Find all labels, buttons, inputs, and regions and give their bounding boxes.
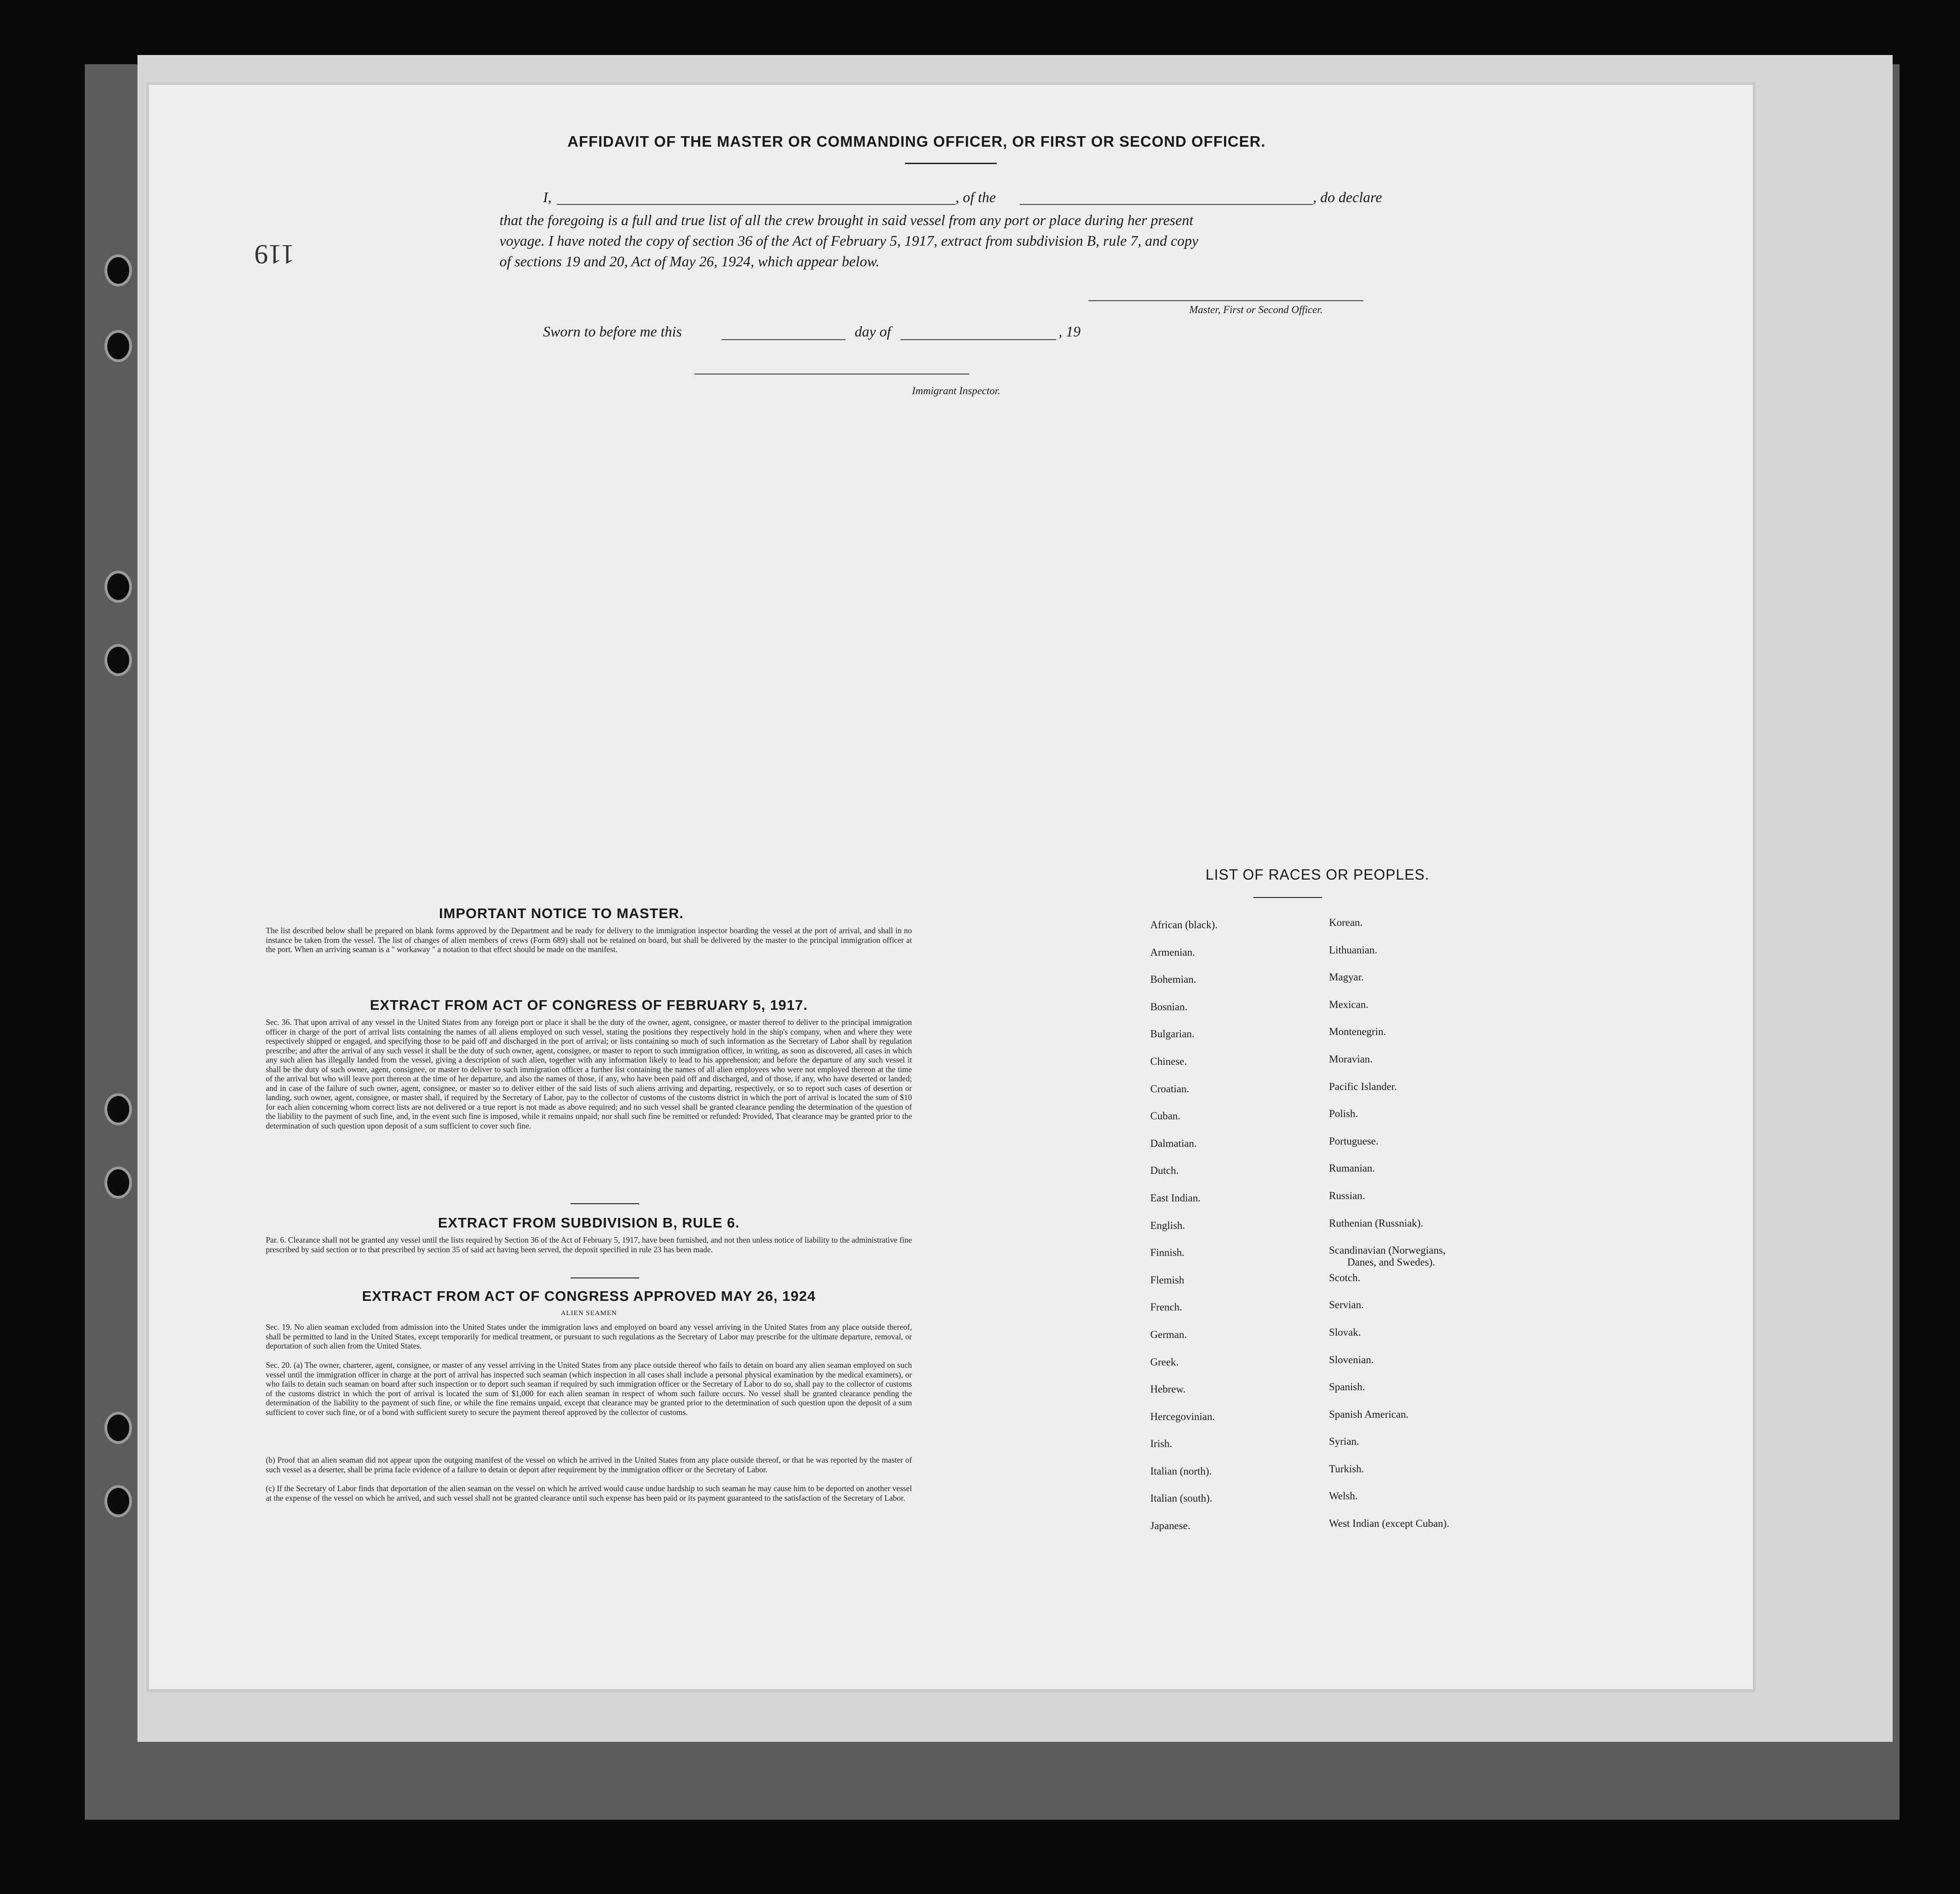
race-item: Scotch. xyxy=(1329,1272,1361,1283)
affidavit-of-label: , of the xyxy=(955,189,996,205)
race-item: Italian (south). xyxy=(1150,1492,1213,1504)
race-item: Moravian. xyxy=(1329,1053,1373,1065)
race-item: English. xyxy=(1150,1219,1186,1231)
race-item: Dutch. xyxy=(1150,1165,1179,1177)
race-item: Armenian. xyxy=(1150,946,1195,958)
races-title: LIST OF RACES OR PEOPLES. xyxy=(1205,866,1430,883)
race-item: Italian (north). xyxy=(1150,1465,1212,1477)
affidavit-line-1 xyxy=(543,186,1441,209)
master-signature-line[interactable] xyxy=(1088,300,1363,301)
extract-1924-sec19: Sec. 19. No alien seaman excluded from admission into the United States under the immigration laws and employed on board any vessel arriving in the United States from any place outside thereof, shall be permitted to land in the United States, except temporarily for medical treatment, or pursuant to such regulations as the Secretary of Labor may prescribe for the ultimate departure, removal, or deportation of such alien from the United States. xyxy=(266,1322,912,1350)
extract-rule6-rule xyxy=(571,1277,639,1278)
race-item: Turkish. xyxy=(1329,1463,1364,1475)
race-item: Lithuanian. xyxy=(1329,944,1378,956)
race-item: Hercegovinian. xyxy=(1150,1410,1215,1422)
binder-hole-left-3 xyxy=(104,571,132,603)
race-item: Chinese. xyxy=(1150,1055,1187,1067)
extract-1924-sec20a: Sec. 20. (a) The owner, charterer, agent, consignee, or master of any vessel arriving in the United States from any place outside thereof who fails to detain on board any alien seaman employed on such vessel until the immigration officer in charge at the port of arrival has inspected such seaman (which inspection in all cases shall include a personal physical examination by the medical examiners), or who fails to detain such seaman on board after such inspection or to deport such seaman if required by such immigration officer or the Secretary of Labor to do so, shall pay to the collector of customs of the customs district in which the port of arrival is located the sum of $1,000 for each alien seaman in respect of whom such failure occurs. No vessel shall be granted clearance pending the determination of the liability to the payment of such fine, or while the fine remains unpaid, except that clearance may be granted prior to the determination of such question upon the deposit of a sum sufficient to cover such fine, or of a bond with sufficient surety to secure the payment thereof approved by the collector of customs. xyxy=(266,1360,912,1417)
race-item: Portuguese. xyxy=(1329,1135,1378,1147)
extract-1917-text: Sec. 36. That upon arrival of any vessel in the United States from any foreign port or place it shall be the duty of the owner, agent, consignee, or master thereof to deliver to the principal immigration officer in charge of the port of arrival lists containing the names of all aliens employed on such vessel, stating the positions they respectively hold in the ship's company, when and where they were respectively shipped or engaged, and specifying those to be paid off and discharged in the port of arrival; or lists containing so much of such information as the Secretary of Labor shall by regulation prescribe; and after the arrival of any such vessel it shall be the duty of such owner, agent, consignee, or master to report to such immigration officer, in writing, as soon as discovered, all cases in which any such alien has illegally landed from the vessel, giving a description of such alien, together with any information likely to lead to his apprehension; and before the departure of any such vessel it shall be the duty of such owner, agent, consignee, or master to deliver to such immigration officer a further list containing the names of all alien employees who were not employed thereon at the time of the arrival but who will leave port thereon at the time of her departure, and also the names of those, if any, who have been paid off and discharged, and of those, if any, who have deserted or landed; and in case of the failure of such owner, agent, consignee, or master so to deliver either of the said lists of such aliens arriving and departing, respectively, or so to report such cases of desertion or landing, such owner, agent, consignee, or master shall, if required by the Secretary of Labor, pay to the collector of customs of the customs district in which the port of arrival is located the sum of $10 for each alien concerning whom correct lists are not delivered or a true report is not made as above required; and no such vessel shall be granted clearance pending the determination of the question of the liability to the payment of such fine, and, in the event such fine is imposed, while it remains unpaid; nor shall such fine be remitted or refunded: Provided, That clearance may be granted prior to the determination of such question upon deposit of a sum sufficient to cover such fine. xyxy=(266,1018,912,1130)
race-item: East Indian. xyxy=(1150,1192,1201,1204)
master-signature-caption: Master, First or Second Officer. xyxy=(1189,304,1323,315)
race-item-continuation: Danes, and Swedes). xyxy=(1347,1256,1435,1268)
race-item: Irish. xyxy=(1150,1438,1172,1450)
race-item: Hebrew. xyxy=(1150,1383,1186,1395)
race-item: African (black). xyxy=(1150,919,1218,930)
race-item: Flemish xyxy=(1150,1274,1185,1286)
race-item: Slovenian. xyxy=(1329,1354,1374,1365)
race-item: Greek. xyxy=(1150,1356,1179,1368)
race-item: Montenegrin. xyxy=(1329,1026,1386,1038)
race-item: Korean. xyxy=(1329,917,1363,928)
race-item: Bulgarian. xyxy=(1150,1028,1195,1040)
race-item: Bosnian. xyxy=(1150,1001,1188,1013)
race-item: Mexican. xyxy=(1329,998,1369,1010)
race-item: Bohemian. xyxy=(1150,974,1197,986)
extract-1924-title: EXTRACT FROM ACT OF CONGRESS APPROVED MAY 26, 1924 xyxy=(362,1288,816,1304)
race-item: German. xyxy=(1150,1328,1187,1340)
binder-hole-left-1 xyxy=(104,254,132,286)
races-left-column xyxy=(1150,919,1218,1547)
race-item-line: Scandinavian (Norwegians, xyxy=(1329,1244,1446,1256)
notice-title: IMPORTANT NOTICE TO MASTER. xyxy=(439,905,684,921)
sworn-year-label: , 19 xyxy=(1059,323,1081,340)
race-item: Ruthenian (Russniak). xyxy=(1329,1217,1423,1229)
extract-1924-subtitle: ALIEN SEAMEN xyxy=(560,1310,617,1317)
margin-number: 119 xyxy=(254,239,295,270)
affidavit-line-2: that the foregoing is a full and true list of all the crew brought in said vessel from any port or place during her present xyxy=(500,212,1193,228)
sworn-month-field[interactable] xyxy=(900,339,1056,340)
race-item: Russian. xyxy=(1329,1189,1365,1201)
races-title-rule xyxy=(1253,897,1322,898)
affidavit-i-label: I, xyxy=(543,189,552,205)
master-name-field[interactable] xyxy=(557,204,955,205)
extract-rule6-title: EXTRACT FROM SUBDIVISION B, RULE 6. xyxy=(438,1215,740,1231)
affidavit-declare-label: , do declare xyxy=(1313,189,1382,205)
race-item: Spanish American. xyxy=(1329,1408,1409,1420)
race-item: Finnish. xyxy=(1150,1247,1185,1259)
notice-text: The list described below shall be prepared on blank forms approved by the Department and be ready for delivery to the immigration inspector boarding the vessel at the port of arrival, and shall in no instance be taken from the vessel. The list of changes of alien members of crews (Form 689) shall not be retained on board, but shall be delivered by the master to the principal immigration officer at the port. When an arriving seaman is a " workaway " a notation to that effect should be made on the manifest. xyxy=(266,926,912,954)
affidavit-line-3: voyage. I have noted the copy of section 36 of the Act of February 5, 1917, extract from subdivision B, rule 7, and copy xyxy=(500,232,1198,249)
binder-hole-left-5 xyxy=(104,1093,132,1125)
binder-hole-left-2 xyxy=(104,330,132,362)
extract-1924-sec20c: (c) If the Secretary of Labor finds that deportation of the alien seaman on the vessel on which he arrived would cause undue hardship to such seaman he may cause him to be deported on another vessel at the expense of the vessel on which he arrived, and such vessel shall not be granted clearance until such expense has been paid or its payment guaranteed to the satisfaction of the Secretary of Labor. xyxy=(266,1484,912,1503)
binder-hole-left-7 xyxy=(104,1412,132,1444)
races-right-column xyxy=(1329,917,1449,1545)
affidavit-line-4: of sections 19 and 20, Act of May 26, 1924, which appear below. xyxy=(500,253,879,270)
sworn-day-label: day of xyxy=(855,323,891,340)
race-item: Syrian. xyxy=(1329,1436,1359,1448)
race-item: Cuban. xyxy=(1150,1110,1180,1122)
race-item: Polish. xyxy=(1329,1108,1358,1120)
binder-hole-left-6 xyxy=(104,1167,132,1199)
race-item: Slovak. xyxy=(1329,1326,1361,1338)
race-item: Dalmatian. xyxy=(1150,1137,1197,1149)
binder-hole-left-8 xyxy=(104,1485,132,1517)
race-item: Servian. xyxy=(1329,1299,1364,1311)
affidavit-title: AFFIDAVIT OF THE MASTER OR COMMANDING OFFICER, OR FIRST OR SECOND OFFICER. xyxy=(567,133,1266,150)
inspector-caption: Immigrant Inspector. xyxy=(912,385,1000,396)
binder-hole-left-4 xyxy=(104,644,132,676)
extract-1917-title: EXTRACT FROM ACT OF CONGRESS OF FEBRUARY 5, 1917. xyxy=(370,997,808,1013)
race-item: Magyar. xyxy=(1329,971,1364,983)
race-item: Spanish. xyxy=(1329,1381,1365,1393)
sworn-day-field[interactable] xyxy=(722,339,845,340)
race-item: Rumanian. xyxy=(1329,1162,1375,1174)
vessel-name-field[interactable] xyxy=(1020,204,1313,205)
affidavit-sheet xyxy=(149,85,1753,1689)
race-item: Welsh. xyxy=(1329,1490,1358,1502)
race-item: French. xyxy=(1150,1301,1182,1313)
race-item: Japanese. xyxy=(1150,1520,1191,1532)
affidavit-title-rule xyxy=(905,163,997,164)
race-item: Pacific Islander. xyxy=(1329,1080,1397,1092)
race-item: Croatian. xyxy=(1150,1083,1189,1095)
race-item xyxy=(1329,1244,1449,1272)
extract-1924-sec20b: (b) Proof that an alien seaman did not appear upon the outgoing manifest of the vessel on which he arrived in the United States from any place outside thereof, or that he was reported by the master of such vessel as a deserter, shall be prima facie evidence of a failure to detain or deport after requirement by the immigration officer or the Secretary of Labor. xyxy=(266,1455,912,1474)
extract-rule6-text: Par. 6. Clearance shall not be granted any vessel until the lists required by Section 36 of the Act of February 5, 1917, have been furnished, and not then unless notice of liability to the administrative fine prescribed by said section or to that prescribed by section 35 of said act having been served, the deposit specified in rule 23 has been made. xyxy=(266,1235,912,1254)
sworn-prefix: Sworn to before me this xyxy=(543,323,682,340)
extract-1917-rule xyxy=(571,1203,639,1204)
race-item: West Indian (except Cuban). xyxy=(1329,1518,1449,1530)
